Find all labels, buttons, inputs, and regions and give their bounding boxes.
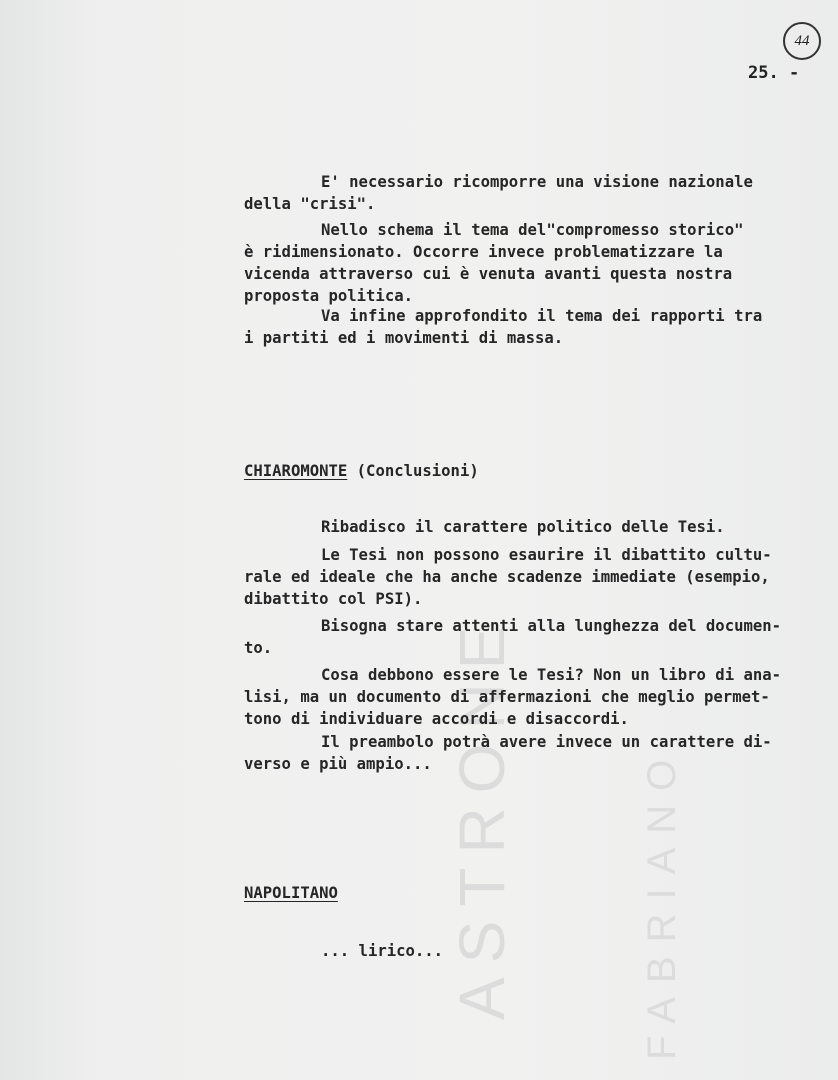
- paper-watermark: ASTRONE: [446, 612, 518, 1020]
- speaker-name: NAPOLITANO: [244, 884, 338, 902]
- paragraph: E' necessario ricomporre una visione nazionale della "crisi".: [244, 173, 753, 213]
- paragraph: Cosa debbono essere le Tesi? Non un libro di ana- lisi, ma un documento di affermazioni che meglio permet- tono di individuare accordi e disaccordi.: [244, 666, 782, 728]
- archive-stamp: 44: [783, 22, 821, 60]
- paragraph: Bisogna stare attenti alla lunghezza del documen- to.: [244, 617, 782, 657]
- speaker-name: CHIAROMONTE: [244, 462, 348, 480]
- speaker-heading: [244, 462, 479, 480]
- paragraph: Ribadisco il carattere politico delle Tesi.: [321, 518, 725, 536]
- paper-watermark-sub: FABRIANO: [640, 745, 684, 1060]
- paragraph: Il preambolo potrà avere invece un carattere di- verso e più ampio...: [244, 733, 772, 773]
- page-number: 25. -: [748, 63, 800, 83]
- paragraph: Va infine approfondito il tema dei rapporti tra i partiti ed i movimenti di massa.: [244, 307, 763, 347]
- speaker-heading: [244, 884, 338, 902]
- speaker-note: (Conclusioni): [347, 462, 479, 480]
- paragraph: Nello schema il tema del"compromesso storico" è ridimensionato. Occorre invece problematizzare la vicenda attraverso cui è venuta avanti questa nostra proposta politica.: [244, 221, 744, 305]
- paragraph: Le Tesi non possono esaurire il dibattito cultu- rale ed ideale che ha anche scadenze immediate (esempio, dibattito col PSI).: [244, 546, 772, 608]
- paragraph: ... lirico...: [321, 942, 444, 960]
